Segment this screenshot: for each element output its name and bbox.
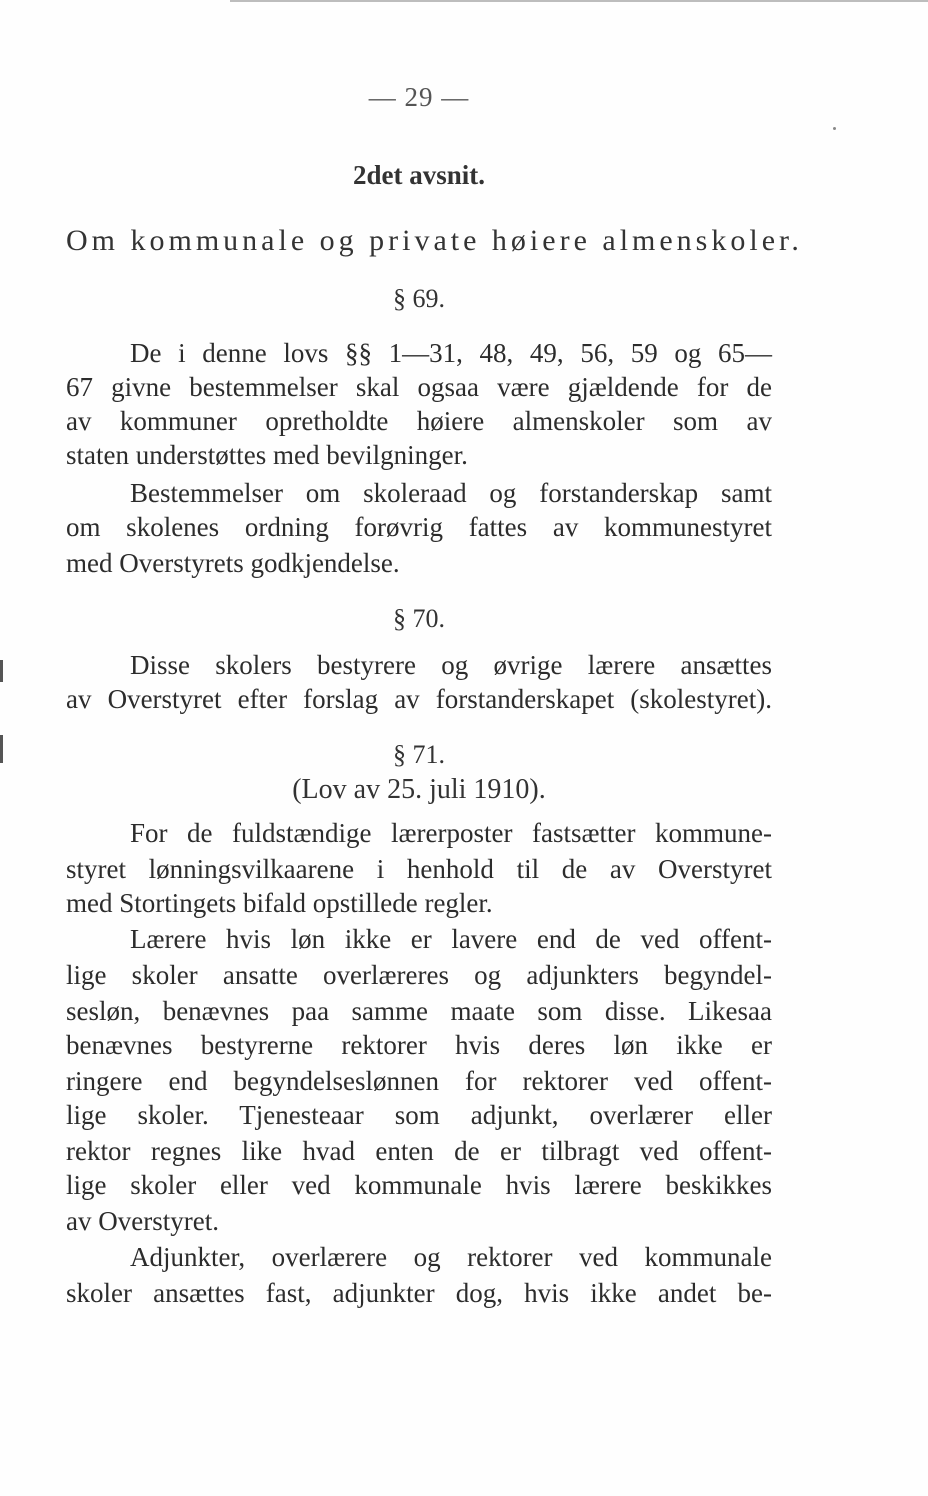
text-line: lige skoler eller ved kommunale hvis lærere beskikkes: [66, 1170, 772, 1200]
paragraph-mark-70: § 70.: [393, 604, 445, 633]
text-line: med Stortingets bifald opstillede regler.: [66, 888, 493, 918]
paragraph-mark-69: § 69.: [393, 284, 445, 313]
text-line: Lærere hvis løn ikke er lavere end de ved offent-: [130, 924, 772, 954]
text-line: med Overstyrets godkjendelse.: [66, 548, 400, 578]
text-line: 67 givne bestemmelser skal ogsaa være gjældende for de: [66, 372, 772, 402]
text-line: Adjunkter, overlærere og rektorer ved kommunale: [130, 1242, 772, 1272]
scan-left-mark: [0, 660, 3, 682]
scan-left-mark: [0, 735, 3, 763]
text-line: av Overstyret.: [66, 1206, 219, 1236]
section-title: Om kommunale og private høiere almenskoler.: [66, 224, 803, 257]
section-heading: 2det avsnit.: [352, 160, 485, 190]
text-line: ringere end begyndelseslønnen for rektorer ved offent-: [66, 1066, 772, 1096]
text-line: For de fuldstændige lærerposter fastsætter kommune-: [130, 818, 772, 848]
text-line: skoler ansættes fast, adjunkter dog, hvis ikke andet be-: [66, 1278, 772, 1308]
text-line: styret lønningsvilkaarene i henhold til de av Overstyret: [66, 854, 772, 884]
text-line: Bestemmelser om skoleraad og forstanderskap samt: [130, 478, 772, 508]
text-line: av Overstyret efter forslag av forstanderskapet (skolestyret).: [66, 684, 772, 714]
text-line: benævnes bestyrerne rektorer hvis deres løn ikke er: [66, 1030, 772, 1060]
law-reference: (Lov av 25. juli 1910).: [292, 774, 546, 805]
text-line: sesløn, benævnes paa samme maate som disse. Likesaa: [66, 996, 772, 1026]
page-number: — 29 —: [368, 82, 470, 112]
scan-top-edge: [230, 0, 928, 2]
text-line: De i denne lovs §§ 1—31, 48, 49, 56, 59 og 65—: [130, 338, 772, 368]
text-line: lige skoler ansatte overlæreres og adjunkters begyndel-: [66, 960, 772, 990]
text-line: Disse skolers bestyrere og øvrige lærere ansættes: [130, 650, 772, 680]
scan-speck: [833, 127, 836, 130]
text-line: av kommuner opretholdte høiere almenskoler som av: [66, 406, 772, 436]
text-line: om skolenes ordning forøvrig fattes av kommunestyret: [66, 512, 772, 542]
text-line: lige skoler. Tjenesteaar som adjunkt, overlærer eller: [66, 1100, 772, 1130]
text-line: rektor regnes like hvad enten de er tilbragt ved offent-: [66, 1136, 772, 1166]
paragraph-mark-71: § 71.: [393, 740, 445, 769]
text-line: staten understøttes med bevilgninger.: [66, 440, 468, 470]
